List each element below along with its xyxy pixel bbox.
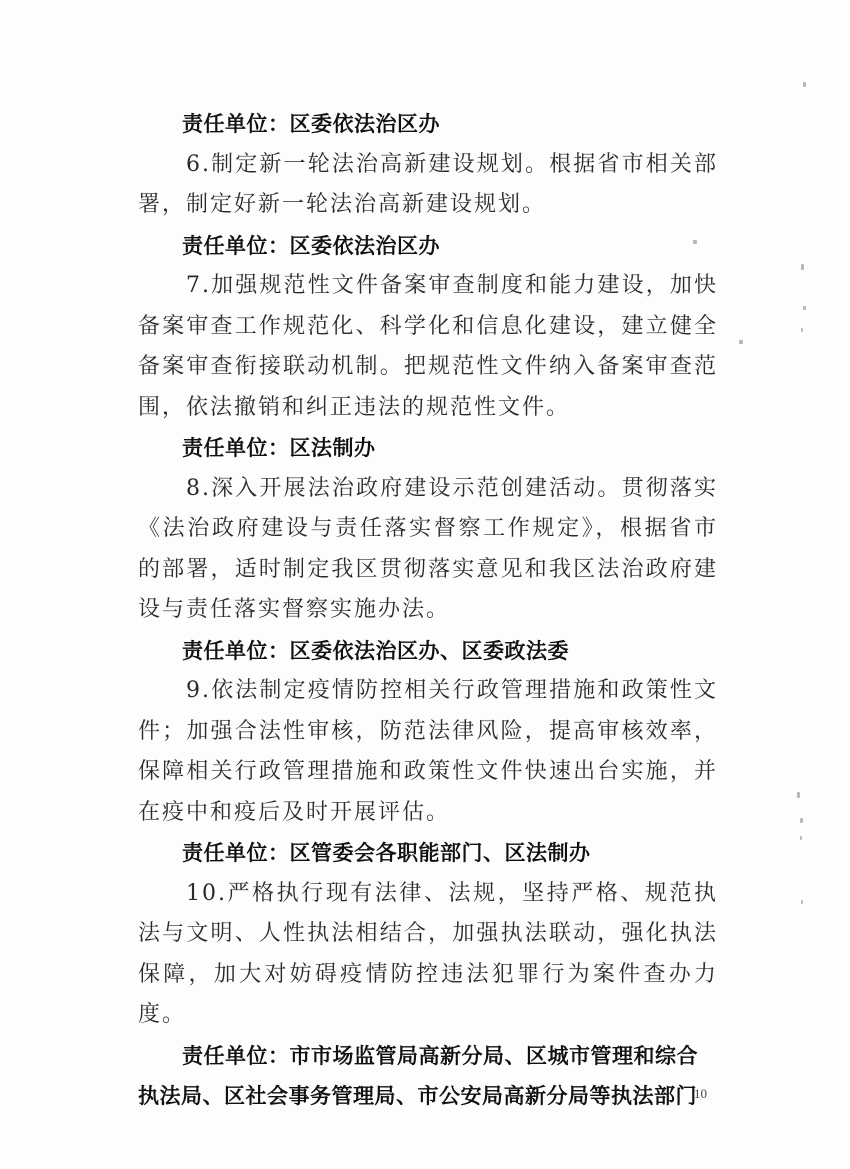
paragraph-item-6: 6.制定新一轮法治高新建设规划。根据省市相关部署，制定好新一轮法治高新建设规划。 [138, 151, 718, 217]
responsible-unit-2: 责任单位：区委依法治区办 [182, 233, 440, 258]
scan-speck [693, 240, 697, 244]
paragraph-item-9: 9.依法制定疫情防控相关行政管理措施和政策性文件；加强合法性审核，防范法律风险，提高审核效率，保障相关行政管理措施和政策性文件快速出台实施，并在疫中和疫后及时开展评估。 [138, 678, 718, 825]
paragraph-item-10: 10.严格执行现有法律、法规，坚持严格、规范执法与文明、人性执法相结合，加强执法联动，强化执法保障，加大对妨碍疫情防控违法犯罪行为案件查办力度。 [138, 880, 718, 1027]
scan-speck [797, 792, 800, 798]
scan-speck [800, 818, 803, 823]
paragraph-item-8: 8.深入开展法治政府建设示范创建活动。贯彻落实《法治政府建设与责任落实督察工作规定》，根据省市的部署，适时制定我区贯彻落实意见和我区法治政府建设与责任落实督察实施办法。 [138, 475, 718, 622]
paragraph-item-7: 7.加强规范性文件备案审查制度和能力建设，加快备案审查工作规范化、科学化和信息化建设，建立健全备案审查衔接联动机制。把规范性文件纳入备案审查范围，依法撤销和纠正违法的规范性文件。 [138, 273, 718, 420]
document-body [138, 104, 718, 1117]
responsible-unit-4: 责任单位：区委依法治区办、区委政法委 [182, 638, 569, 663]
scan-speck [801, 900, 803, 904]
scan-speck [801, 328, 803, 332]
page-number: 10 [694, 1086, 707, 1101]
responsible-unit-1: 责任单位：区委依法治区办 [182, 112, 440, 136]
scan-speck [739, 340, 743, 344]
responsible-unit-6: 责任单位：市市场监管局高新分局、区城市管理和综合执法局、区社会事务管理局、市公安局高新分局等执法部门 [138, 1043, 698, 1108]
scan-speck [803, 306, 806, 310]
responsible-unit-3: 责任单位：区法制办 [182, 436, 376, 460]
scan-speck [803, 82, 806, 87]
scan-speck [800, 836, 802, 840]
scan-speck [801, 264, 804, 270]
responsible-unit-5: 责任单位：区管委会各职能部门、区法制办 [182, 841, 591, 865]
